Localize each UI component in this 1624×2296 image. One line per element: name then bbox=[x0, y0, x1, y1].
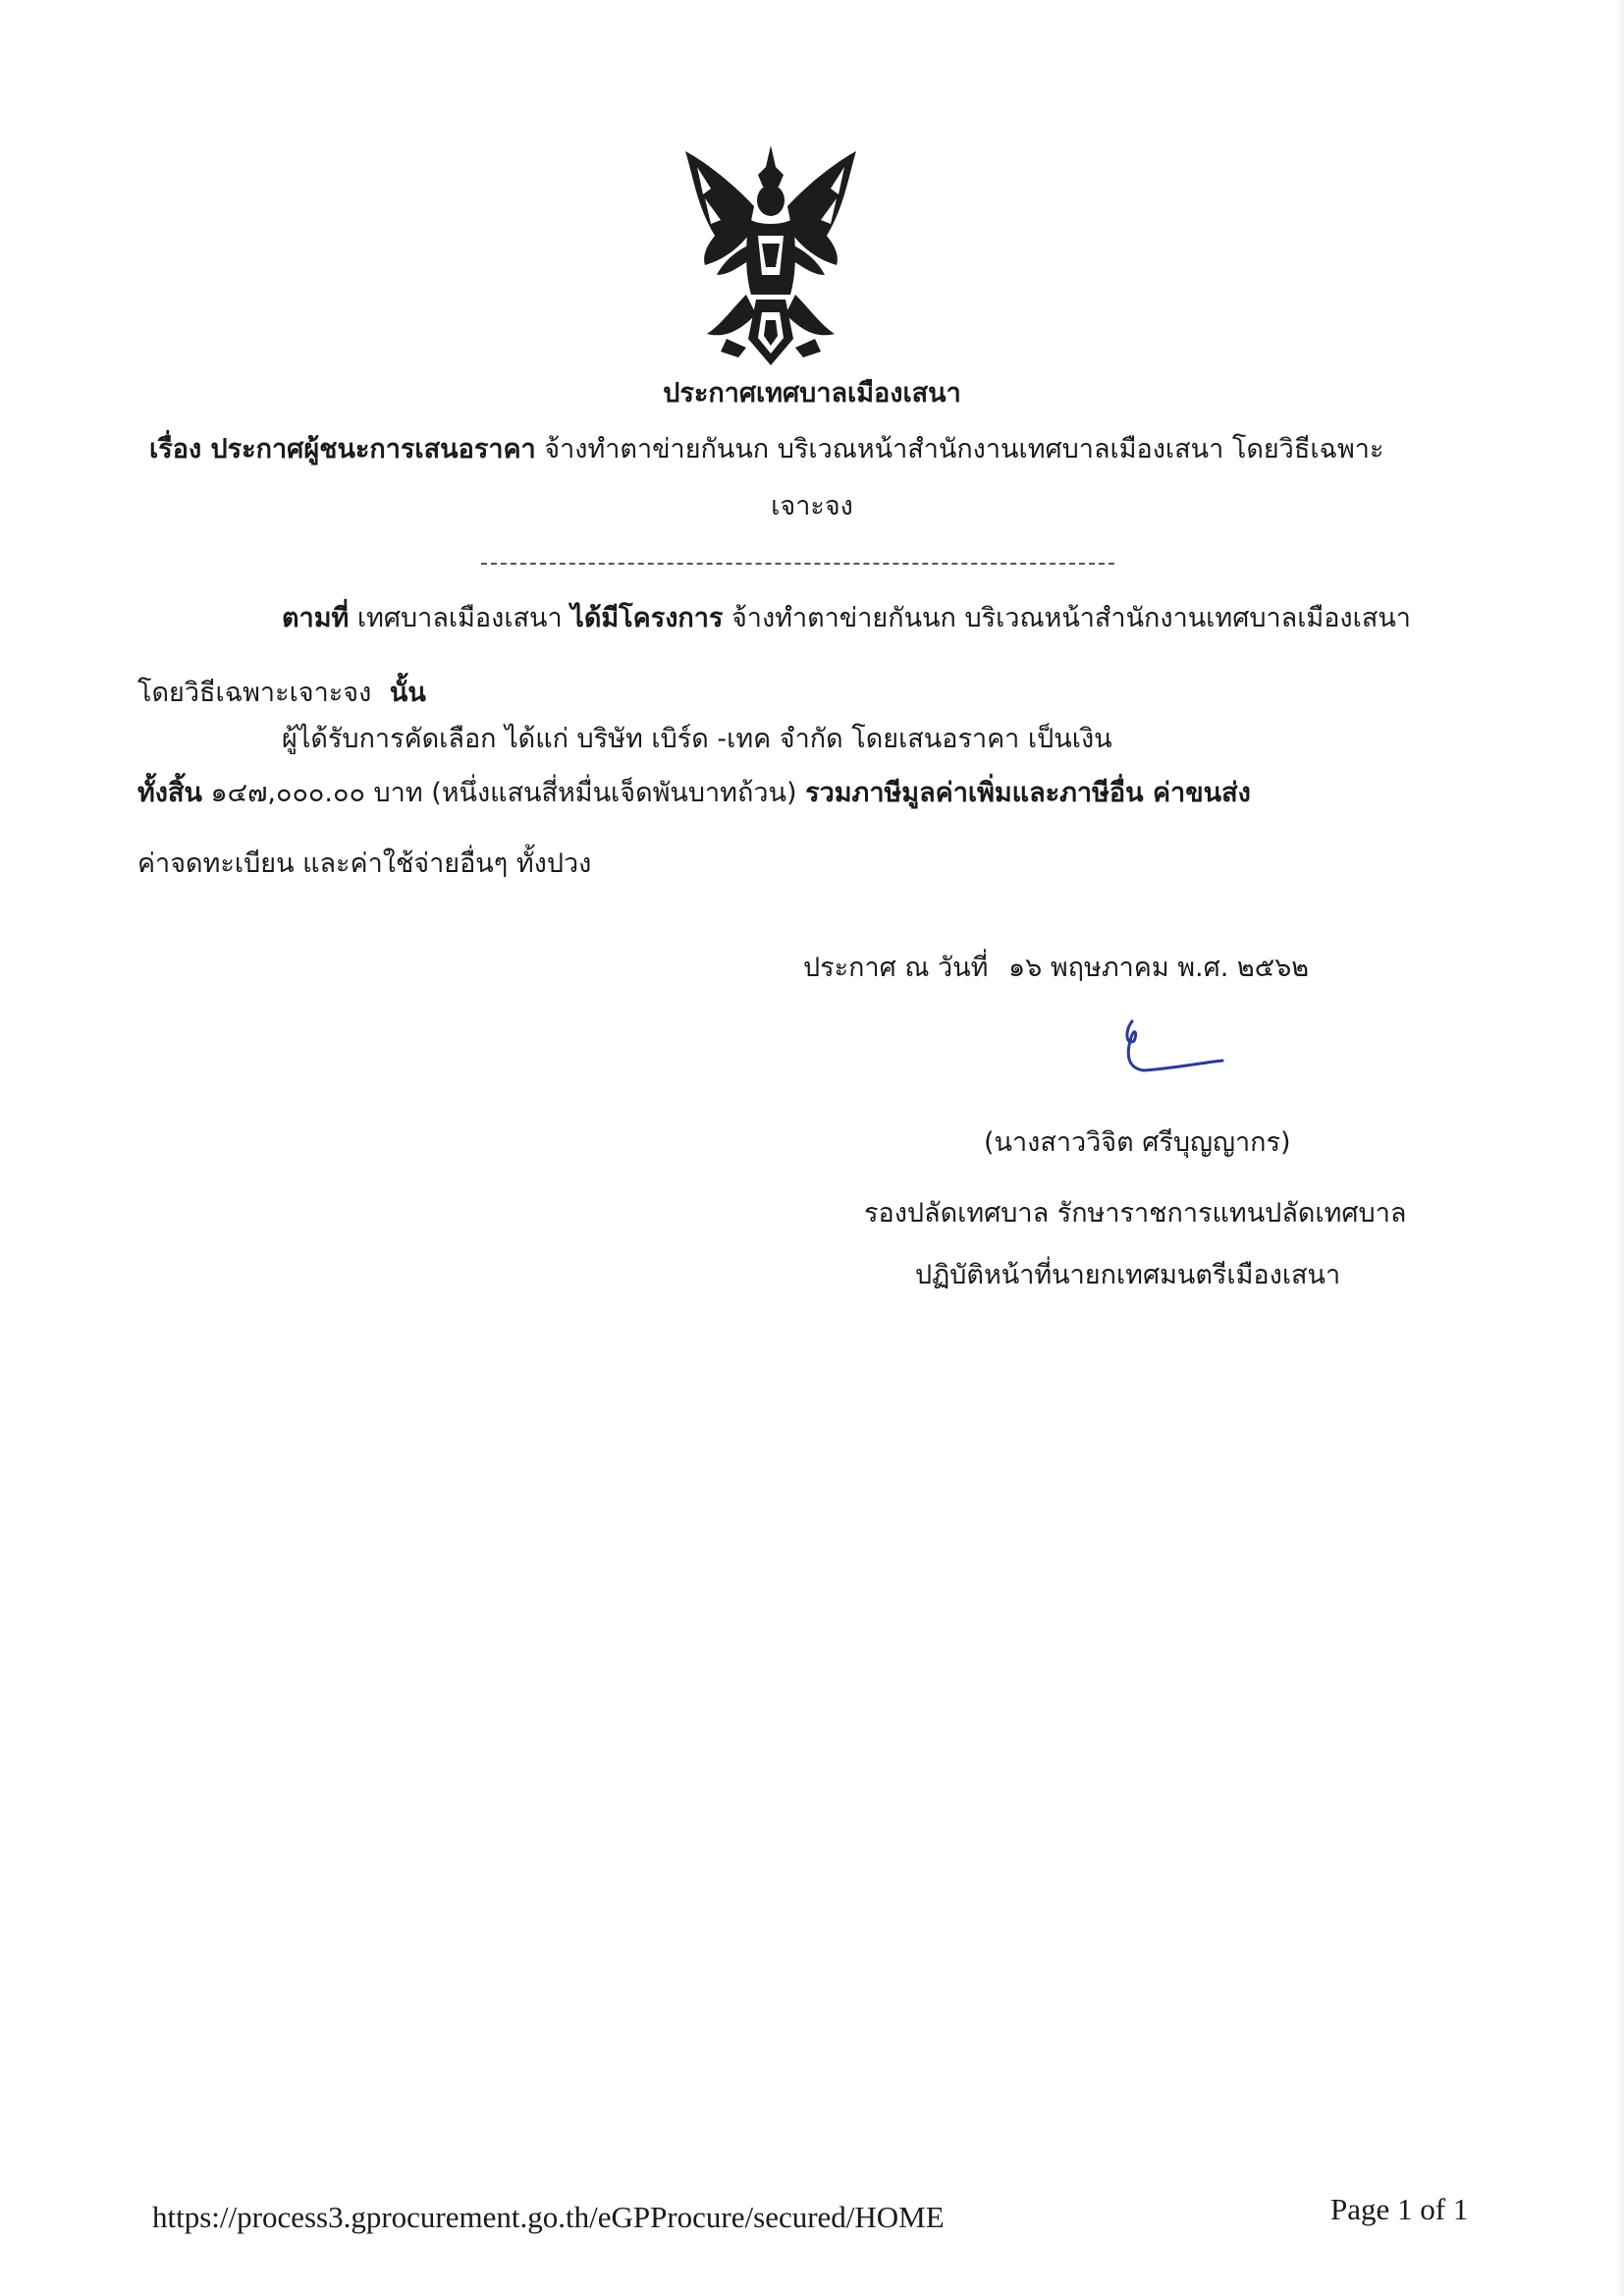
paragraph-2-line-3: ค่าจดทะเบียน และค่าใช้จ่ายอื่นๆ ทั้งปวง bbox=[137, 848, 592, 879]
signatory-name: (นางสาววิจิต ศรีบุญญากร) bbox=[984, 1127, 1291, 1158]
paragraph-2-line-1: ผู้ได้รับการคัดเลือก ได้แก่ บริษัท เบิร์ด -เทค จำกัด โดยเสนอราคา เป็นเงิน bbox=[282, 724, 1112, 754]
subject-text: จ้างทำตาข่ายกันนก บริเวณหน้าสำนักงานเทศบาลเมืองเสนา โดยวิธีเฉพาะ bbox=[535, 434, 1384, 465]
p1-end: นั้น bbox=[389, 678, 426, 708]
p1-method: โดยวิธีเฉพาะเจาะจง bbox=[137, 678, 372, 708]
announce-date-line bbox=[803, 951, 1309, 986]
p1-project-label: ได้มีโครงการ bbox=[570, 603, 724, 633]
garuda-emblem-icon bbox=[677, 137, 864, 373]
announce-date: ๑๖ พฤษภาคม พ.ศ. ๒๕๖๒ bbox=[1008, 953, 1310, 983]
dashed-divider bbox=[481, 563, 1114, 565]
subject-label: เรื่อง ประกาศผู้ชนะการเสนอราคา bbox=[149, 434, 536, 465]
paragraph-2-line-2 bbox=[137, 776, 1251, 811]
footer-page-number: Page 1 of 1 bbox=[1330, 2192, 1469, 2226]
announcement-title: ประกาศเทศบาลเมืองเสนา bbox=[663, 378, 961, 409]
p2-tax-note: รวมภาษีมูลค่าเพิ่มและภาษีอื่น ค่าขนส่ง bbox=[805, 778, 1251, 808]
paragraph-1-line-1 bbox=[282, 601, 1411, 636]
subject-line bbox=[149, 432, 1383, 467]
signatory-position-2: ปฏิบัติหน้าที่นายกเทศมนตรีเมืองเสนา bbox=[915, 1260, 1341, 1290]
subject-continuation: เจาะจง bbox=[771, 491, 853, 521]
announce-label: ประกาศ ณ วันที่ bbox=[803, 953, 989, 983]
footer-url: https://process3.gprocurement.go.th/eGPProcure/secured/HOME bbox=[152, 2200, 945, 2234]
p1-org: เทศบาลเมืองเสนา bbox=[349, 603, 571, 633]
p2-total-label: ทั้งสิ้น bbox=[137, 778, 202, 808]
scan-edge bbox=[1614, 0, 1624, 2296]
handwritten-signature bbox=[1105, 1011, 1242, 1080]
paragraph-1-line-2 bbox=[137, 676, 426, 711]
p1-project: จ้างทำตาข่ายกันนก บริเวณหน้าสำนักงานเทศบาลเมืองเสนา bbox=[723, 603, 1411, 633]
p2-amount: ๑๔๗,๐๐๐.๐๐ บาท (หนึ่งแสนสี่หมื่นเจ็ดพันบาทถ้วน) bbox=[201, 778, 806, 808]
p1-lead: ตามที่ bbox=[282, 603, 350, 633]
signatory-position-1: รองปลัดเทศบาล รักษาราชการแทนปลัดเทศบาล bbox=[864, 1198, 1407, 1229]
